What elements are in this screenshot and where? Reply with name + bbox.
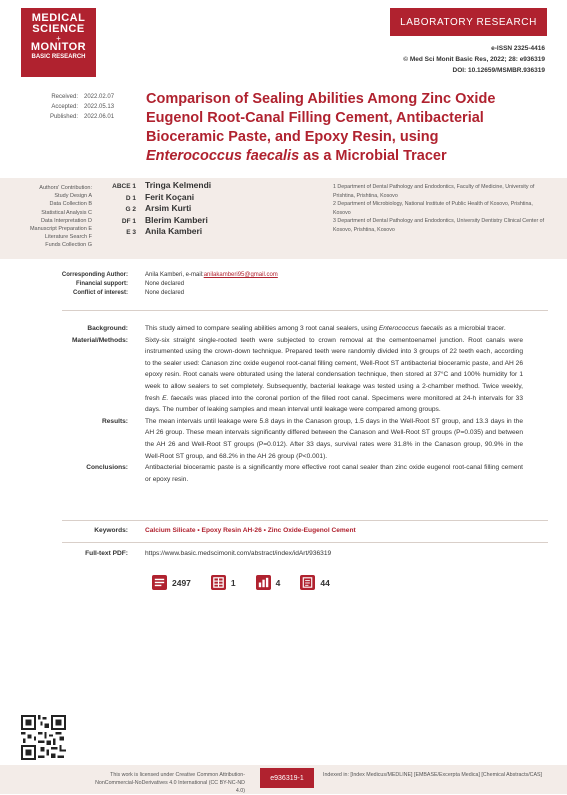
date-label: Accepted: (51, 104, 78, 110)
conflict-row (22, 289, 542, 298)
section-banner: LABORATORY RESEARCH (390, 8, 547, 36)
section-label: Results: (101, 417, 128, 425)
affiliation: 3 Department of Dental Pathology and Endodontics, University Dentistry Clinical Center of Kosovo, Prishtina, Kosovo (333, 218, 545, 233)
title-part: Comparison of Sealing Abilities Among Zinc Oxide Eugenol Root-Canal Filling Cement, Antibacterial Bioceramic Paste, and Epoxy Resin, using (146, 91, 496, 145)
funding-row (22, 280, 542, 289)
corr-row (22, 271, 542, 280)
contrib-item: Data Interpretation D (40, 217, 92, 224)
section-text: This study aimed to compare sealing abilities among 3 root canal sealers, using Enterococcus faecalis as a microbial tracer. (145, 325, 506, 332)
contrib-item: Data Collection B (49, 201, 92, 208)
metric-value: 1 (230, 577, 236, 588)
author-name: Tringa Kelmendi (145, 180, 212, 190)
abstract (22, 323, 542, 485)
author-name: Ferit Koçani (145, 191, 195, 202)
keywords-label: Keywords: (94, 527, 128, 534)
logo-line: MONITOR (30, 41, 87, 53)
logo-line: MEDICAL (31, 12, 86, 24)
article-id-badge: e936319-1 (260, 768, 314, 788)
section-label: Material/Methods: (71, 336, 128, 344)
indexed-in: Indexed in: [Index Medicus/MEDLINE] [EMBASE/Excerpta Medica] [Chemical Abstracts/CAS] (323, 772, 543, 778)
author-codes (104, 181, 136, 239)
abstract-background (22, 323, 542, 335)
metric-tables (211, 575, 236, 590)
license-text: This work is licensed under Creative Common Attribution-NonCommercial-NoDerivatives 4.0 International (CC BY-NC-ND 4.0) (95, 772, 245, 794)
fulltext-link[interactable]: https://www.basic.medscimonit.com/abstract/index/idArt/936319 (145, 550, 332, 557)
title-italic: Enterococcus faecalis (146, 148, 300, 164)
article-metrics (152, 575, 350, 590)
eissn: e-ISSN 2325-4416 (491, 45, 545, 52)
divider (62, 542, 548, 543)
date-value: 2022.02.07 (84, 94, 115, 100)
contributions-legend (0, 184, 92, 250)
affiliation: 1 Department of Dental Pathology and Endodontics, Faculty of Medicine, University of Prishtina, Prishtina, Kosovo (333, 184, 535, 199)
date-value: 2022.06.01 (84, 114, 115, 120)
date-row (22, 102, 130, 112)
contrib-item: Statistical Analysis C (41, 209, 92, 216)
fulltext-label: Full-text PDF: (85, 550, 128, 557)
contrib-item: Manuscript Preparation E (29, 226, 92, 233)
section-text: Sixty-six straight single-rooted teeth were subjected to crown removal at the cementoenamel junction. Root canals were instrumented using the crown-down technique. Prepared teeth were randomly divided into 3 groups of 22 teeth each, according to the sealer used: Canason zinc oxide eugenol root-canal filling cement, Well-Root ST antibacterial bioceramic paste, and AH 26 epoxy resin. Root canals were obturated using the lateral condensation technique, then stored at 37°C and 100% humidity for 1 week to allow sealers to set completely. Subsequently, bacterial leakage was tested using a 2-chamber method. Twice weekly, fresh E. faecalis was placed into the coronal portion of the filled root canal. Specimens were monitored at 24-h intervals for 33 days. The number of leaking samples and mean interval until leakage were compared among groups. (145, 336, 523, 414)
logo-line: SCIENCE (32, 23, 85, 35)
date-row (22, 112, 130, 122)
keywords-value[interactable]: Calcium Silicate • Epoxy Resin AH-26 • Zinc Oxide-Eugenol Cement (145, 527, 356, 534)
article-title (146, 90, 536, 166)
author-code: E 3 (126, 229, 136, 236)
author-name: Arsim Kurti (145, 203, 192, 213)
corr-label: Corresponding Author: (61, 272, 128, 278)
references-icon (300, 575, 315, 590)
section-text: Antibacterial bioceramic paste is a significantly more effective root canal sealer than zinc oxide eugenol root-canal filling cement or epoxy resin. (145, 464, 523, 483)
metric-value: 2497 (172, 577, 191, 588)
publication-info (403, 43, 545, 76)
doi: DOI: 10.12659/MSMBR.936319 (452, 67, 545, 74)
date-label: Received: (51, 94, 78, 100)
journal-logo (21, 8, 96, 77)
divider (62, 520, 548, 521)
date-row (22, 92, 130, 102)
correspondence-block (22, 271, 542, 298)
date-label: Published: (49, 114, 78, 120)
author-code: ABCE 1 (112, 183, 136, 190)
author-list (145, 180, 325, 238)
citation: © Med Sci Monit Basic Res, 2022; 28: e936319 (403, 56, 545, 63)
metric-value: 4 (275, 577, 281, 588)
qr-code[interactable] (21, 715, 66, 760)
author-code: DF 1 (121, 217, 136, 225)
author-code: D 1 (125, 194, 136, 202)
affiliation: 2 Department of Microbiology, National Institute of Public Health of Kosovo, Prishtina, Kosovo (333, 201, 533, 216)
divider (62, 310, 548, 311)
logo-line: BASIC RESEARCH (31, 54, 86, 60)
section-label: Conclusions: (86, 464, 128, 472)
conflict-label: Conflict of interest: (73, 290, 128, 296)
author-name: Anila Kamberi (145, 226, 203, 236)
article-dates (22, 92, 130, 122)
contrib-item: Funds Collection G (45, 242, 92, 249)
logo-line: + (56, 34, 61, 43)
corr-name: Anila Kamberi, e-mail: (145, 272, 204, 278)
conflict-value: None declared (145, 290, 185, 296)
author-name: Blerim Kamberi (145, 214, 208, 225)
contrib-item: Literature Search F (44, 234, 92, 241)
tables-icon (211, 575, 226, 590)
section-label: Background: (87, 325, 128, 332)
words-icon (152, 575, 167, 590)
section-text: The mean intervals until leakage were 5.8 days in the Canason group, 1.5 days in the Well-Root ST group, and 13.3 days in the AH 26 group. These mean intervals significantly differed between the Canason and Well-Root ST groups (P=0.035) and between the AH 26 and Well-Root ST groups (P=0.012). After 33 days, survival rates were 31.8% in the Canason group, 90.9% in the Well-Root ST group, and 68.2% in the AH 26 group (P<0.001). (145, 417, 523, 460)
metric-figures (256, 575, 281, 590)
abstract-methods (22, 335, 542, 416)
fulltext-row (22, 550, 542, 557)
funding-value: None declared (145, 281, 185, 287)
contrib-item: Authors' Contribution: (39, 185, 92, 191)
author-code: G 2 (125, 206, 136, 213)
abstract-conclusions (22, 462, 542, 485)
metric-references (300, 575, 329, 590)
corr-email-link[interactable]: anilakamberi95@gmail.com (203, 272, 278, 278)
abstract-results (22, 416, 542, 462)
metric-words (152, 575, 191, 590)
date-value: 2022.05.13 (84, 104, 115, 110)
contrib-item: Study Design A (54, 193, 92, 200)
keywords-row (22, 527, 542, 534)
metric-value: 44 (320, 577, 330, 588)
figures-icon (256, 575, 271, 590)
affiliations (333, 183, 548, 234)
title-part: as a Microbial Tracer (299, 148, 447, 164)
funding-label: Financial support: (75, 281, 128, 287)
